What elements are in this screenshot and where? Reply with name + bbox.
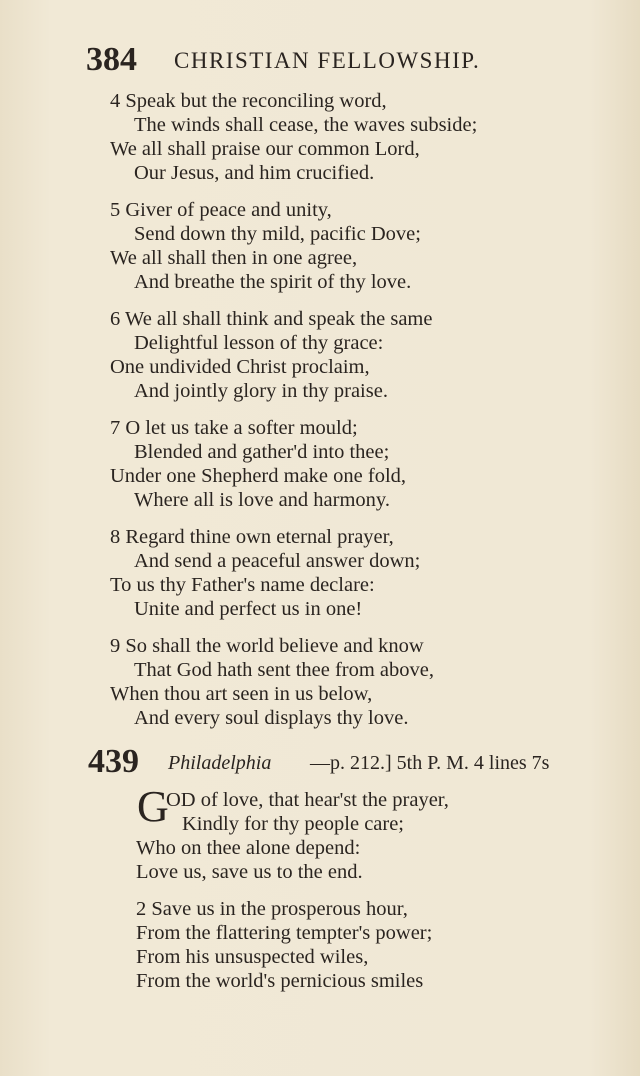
running-title: CHRISTIAN FELLOWSHIP. xyxy=(174,48,481,73)
verse-line: Blended and gather'd into thee; xyxy=(134,441,390,463)
verse-line: The winds shall cease, the waves subside; xyxy=(134,114,478,136)
verse-line: We all shall then in one agree, xyxy=(110,247,358,269)
verse-line: Send down thy mild, pacific Dove; xyxy=(134,223,421,245)
verse-line: Under one Shepherd make one fold, xyxy=(110,465,407,487)
verse-line: And breathe the spirit of thy love. xyxy=(134,271,412,293)
hymn-header xyxy=(88,742,628,782)
verse-line: 7 O let us take a softer mould; xyxy=(110,417,358,439)
verse-line: From the world's pernicious smiles xyxy=(136,970,424,992)
verse-line: 9 So shall the world believe and know xyxy=(110,635,424,657)
verse-line: 4 Speak but the reconciling word, xyxy=(110,90,387,112)
verse-line: 2 Save us in the prosperous hour, xyxy=(136,898,408,920)
verse-line: We all shall praise our common Lord, xyxy=(110,138,420,160)
page-header xyxy=(86,40,586,80)
verse-line: One undivided Christ proclaim, xyxy=(110,356,370,378)
verse-line: Kindly for thy people care; xyxy=(182,813,405,835)
verse-line: Where all is love and harmony. xyxy=(134,489,390,511)
verse-line: Delightful lesson of thy grace: xyxy=(134,332,384,354)
verse-line: 5 Giver of peace and unity, xyxy=(110,199,332,221)
verse-line: From his unsuspected wiles, xyxy=(136,946,369,968)
drop-cap: G xyxy=(137,782,169,831)
hymn-meter: —p. 212.] 5th P. M. 4 lines 7s xyxy=(310,752,550,774)
verse-line: And jointly glory in thy praise. xyxy=(134,380,388,402)
verse-line: And send a peaceful answer down; xyxy=(134,550,421,572)
verse-line: 6 We all shall think and speak the same xyxy=(110,308,433,330)
verse-line: From the flattering tempter's power; xyxy=(136,922,433,944)
hymn-tune: Philadelphia xyxy=(168,752,272,774)
verse-line: Love us, save us to the end. xyxy=(136,861,363,883)
hymn-number: 439 xyxy=(88,743,139,780)
verse-line: And every soul displays thy love. xyxy=(134,707,409,729)
verse-line: Unite and perfect us in one! xyxy=(134,598,363,620)
verse-line: 8 Regard thine own eternal prayer, xyxy=(110,526,394,548)
verse-line: To us thy Father's name declare: xyxy=(110,574,375,596)
verse-line: When thou art seen in us below, xyxy=(110,683,373,705)
page-number: 384 xyxy=(86,41,137,78)
verse-line: That God hath sent thee from above, xyxy=(134,659,435,681)
verse-line: Our Jesus, and him crucified. xyxy=(134,162,375,184)
verse-line: Who on thee alone depend: xyxy=(136,837,361,859)
verse-line: OD of love, that hear'st the prayer, xyxy=(166,789,449,811)
